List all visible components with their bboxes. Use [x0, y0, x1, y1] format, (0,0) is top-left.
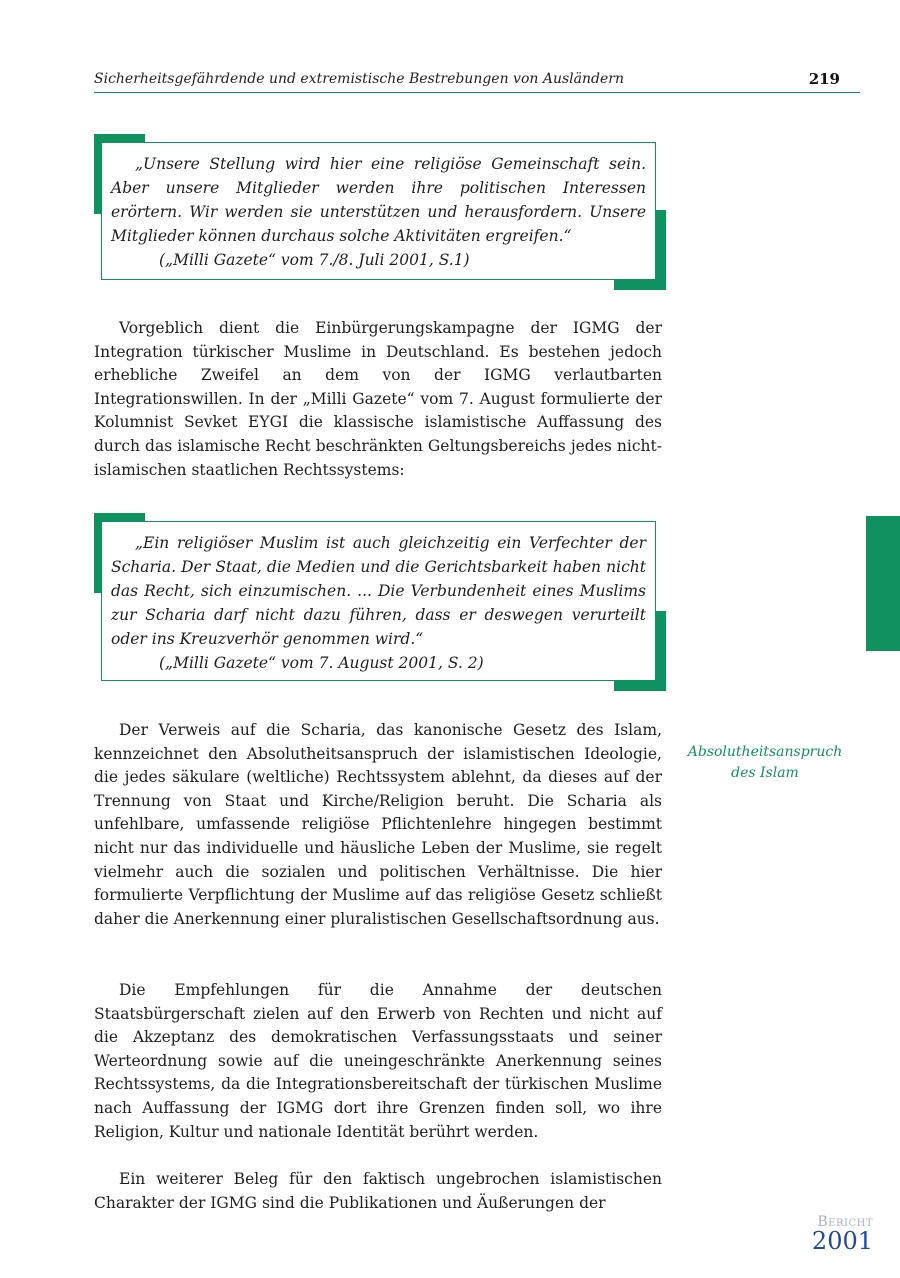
- quote-box-2: [94, 513, 666, 691]
- quote-source: („Milli Gazete“ vom 7. August 2001, S. 2): [159, 654, 484, 672]
- quote-frame: [101, 521, 656, 681]
- quote-source: („Milli Gazete“ vom 7./8. Juli 2001, S.1): [159, 251, 470, 269]
- body-paragraph-3: Die Empfehlungen für die Annahme der deutschen Staatsbürgerschaft zielen auf den Erwerb von Rechten und nicht auf die Akzeptanz des demokratischen Verfassungsstaats und seiner Werteordnung sowie auf die uneingeschränkte Anerkennung seines Rechtssystems, da die Integrationsbereitschaft der türkischen Muslime nach Auffassung der IGMG dort ihre Grenzen finden soll, wo ihre Religion, Kultur und nationale Identität berührt werden.: [94, 981, 662, 1141]
- quote-box-1: [94, 134, 666, 290]
- report-logo-word: Bericht: [817, 1214, 873, 1230]
- chapter-side-tab: [866, 516, 900, 651]
- report-logo: [793, 1214, 873, 1255]
- quote-text: „Ein religiöser Muslim ist auch gleichzeitig ein Verfechter der Scharia. Der Staat, die Medien und die Gerichtsbarkeit haben nicht das Recht, sich einzumischen. ... Die Verbundenheit eines Muslims zur Scharia darf nicht dazu führen, dass er deswegen verurteilt oder ins Kreuzverhör genommen wird.“: [111, 534, 646, 648]
- quote-frame: [101, 142, 656, 280]
- body-paragraph-2: Der Verweis auf die Scharia, das kanonische Gesetz des Islam, kennzeichnet den Absolutheitsanspruch der islamistischen Ideologie, die jedes säkulare (weltliche) Rechtssystem ablehnt, da dieses auf der Trennung von Staat und Kirche/Religion beruht. Die Scharia als unfehlbare, umfassende religiöse Pflichtenlehre hingegen bestimmt nicht nur das individuelle und häusliche Leben der Muslime, sie regelt vielmehr auch die sozialen und politischen Verhältnisse. Die hier formulierte Verpflichtung der Muslime auf das religiöse Gesetz schließt daher die Anerkennung einer pluralistischen Gesellschaftsordnung aus.: [94, 721, 662, 928]
- page-number: 219: [808, 70, 840, 88]
- quote-text: „Unsere Stellung wird hier eine religiöse Gemeinschaft sein. Aber unsere Mitglieder werden ihre politischen Interessen erörtern. Wir werden sie unterstützen und herausfordern. Unsere Mitglieder können durchaus solche Aktivitäten ergreifen.“: [111, 155, 646, 245]
- margin-note-line-2: des Islam: [731, 765, 799, 781]
- margin-note: [684, 742, 846, 784]
- margin-note-line-1: Absolutheitsanspruch: [687, 744, 843, 760]
- report-logo-year: 2001: [811, 1227, 873, 1255]
- running-header: [94, 70, 860, 93]
- body-paragraph-4: Ein weiterer Beleg für den faktisch ungebrochen islamistischen Charakter der IGMG sind die Publikationen und Äußerungen der: [94, 1170, 662, 1212]
- body-paragraph-1: Vorgeblich dient die Einbürgerungskampagne der IGMG der Integration türkischer Muslime in Deutschland. Es bestehen jedoch erhebliche Zweifel an dem von der IGMG verlautbarten Integrationswillen. In der „Milli Gazete“ vom 7. August formulierte der Kolumnist Sevket EYGI die klassische islamistische Auffassung des durch das islamische Recht beschränkten Geltungsbereichs jedes nicht-islamischen staatlichen Rechtssystems:: [94, 319, 662, 479]
- running-header-title: Sicherheitsgefährdende und extremistische Bestrebungen von Ausländern: [94, 71, 624, 87]
